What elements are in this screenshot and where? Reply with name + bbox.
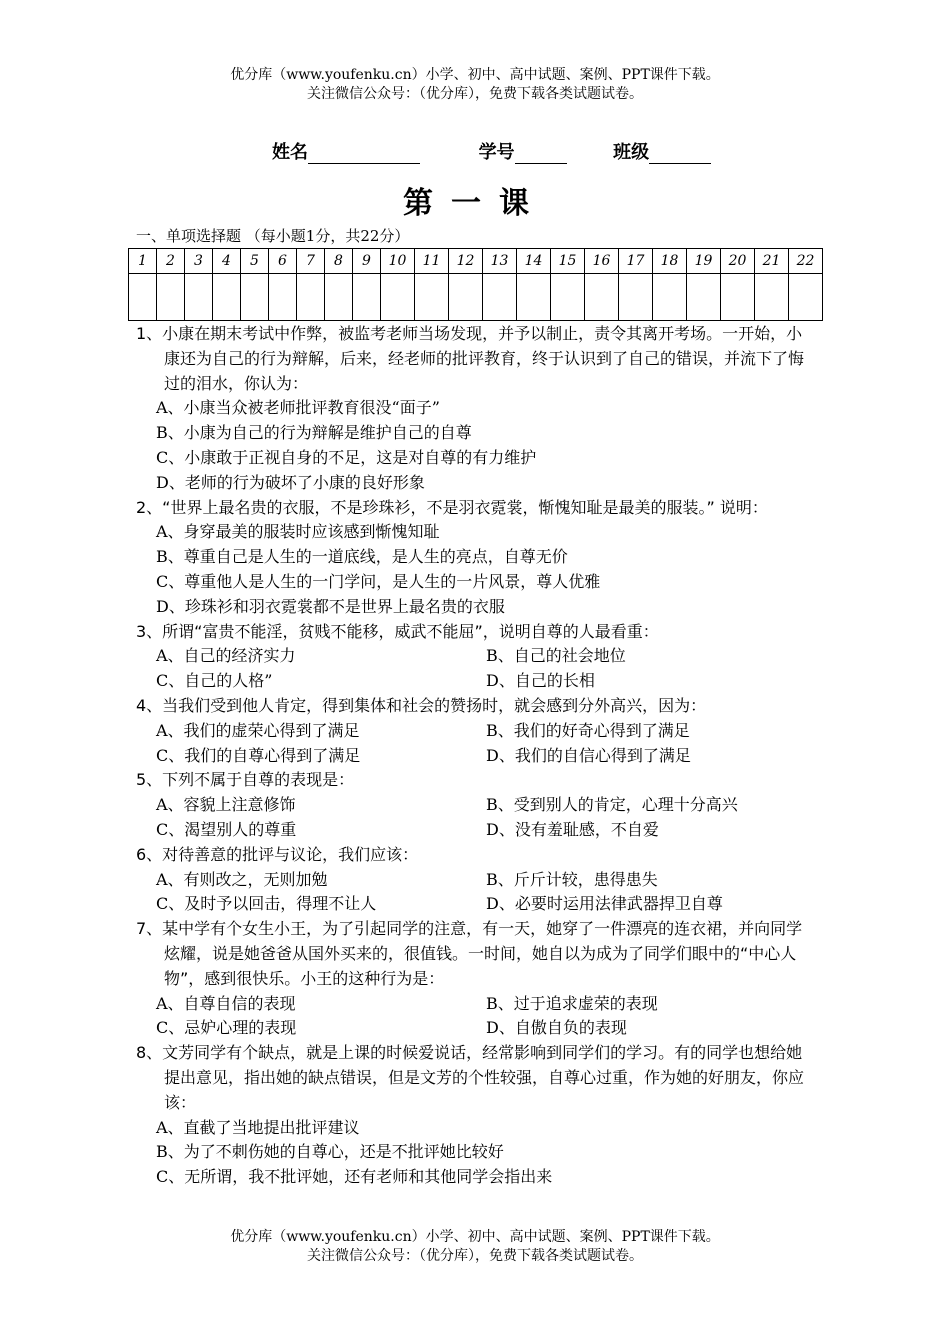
answer-cell[interactable] [755,274,789,321]
answer-cell[interactable] [619,274,653,321]
page-header [0,66,950,104]
class-label: 班级 [613,142,650,163]
option-row [136,992,816,1017]
question-stem: 6、对待善意的批评与议论，我们应该： [136,844,419,864]
answer-number: 1 [129,249,157,274]
option: D、没有羞耻感，不自爱 [486,819,659,839]
answer-cell[interactable] [449,274,483,321]
answer-number: 10 [381,249,415,274]
answer-cell[interactable] [585,274,619,321]
option: C、自己的人格” [156,671,273,691]
name-blank[interactable] [308,143,420,164]
answer-cell[interactable] [325,274,353,321]
answer-number: 14 [517,249,551,274]
answer-cell[interactable] [721,274,755,321]
answer-cell[interactable] [297,274,325,321]
answer-number: 20 [721,249,755,274]
option: B、尊重自己是人生的一道底线，是人生的亮点，自尊无价 [156,547,568,567]
option: C、及时予以回击，得理不让人 [156,894,377,914]
answer-number: 13 [483,249,517,274]
answer-cell[interactable] [415,274,449,321]
option-row [136,744,816,769]
answer-number: 22 [789,249,823,274]
answer-cell[interactable] [269,274,297,321]
option: B、为了不刺伤她的自尊心，还是不批评她比较好 [156,1142,504,1162]
answer-cell[interactable] [789,274,823,321]
student-info-line [272,138,711,164]
answer-cell[interactable] [241,274,269,321]
answer-number: 16 [585,249,619,274]
option: C、无所谓，我不批评她，还有老师和其他同学会指出来 [156,1167,553,1187]
option: B、小康为自己的行为辩解是维护自己的自尊 [156,423,472,443]
answer-cell[interactable] [157,274,185,321]
answer-number: 12 [449,249,483,274]
answer-number: 2 [157,249,185,274]
answer-cell[interactable] [687,274,721,321]
question-stem: 7、某中学有个女生小王，为了引起同学的注意，有一天，她穿了一件漂亮的连衣裙，并向同学炫耀，说是她爸爸从国外买来的，很值钱。一时间，她自以为成为了同学们眼中的“中心人物”，感到很快乐。小王的这种行为是： [136,919,803,988]
answer-number-row [129,249,823,274]
question-stem: 8、文芳同学有个缺点，就是上课的时候爱说话，经常影响到同学们的学习。有的同学也想给她提出意见，指出她的缺点错误，但是文芳的个性较强，自尊心过重，作为她的好朋友，你应该： [136,1043,805,1112]
option: D、我们的自信心得到了满足 [486,745,691,765]
question-stem: 3、所谓“富贵不能淫，贫贱不能移，威武不能屈”，说明自尊的人最看重： [136,621,659,641]
name-label: 姓名 [272,142,308,163]
option: D、自己的长相 [486,671,595,691]
section-heading: 一、单项选择题 （每小题1分，共22分） [136,227,410,245]
option: D、老师的行为破坏了小康的良好形象 [156,472,425,492]
option-row [136,793,816,818]
answer-number: 17 [619,249,653,274]
page-footer [0,1228,950,1266]
header-line-2: 关注微信公众号：（优分库），免费下载各类试题试卷。 [307,86,643,102]
answer-blank-row [129,274,823,321]
option: C、忌妒心理的表现 [156,1018,297,1038]
option: C、小康敢于正视自身的不足，这是对自尊的有力维护 [156,447,537,467]
option: B、我们的好奇心得到了满足 [486,720,690,740]
footer-line-2: 关注微信公众号：（优分库），免费下载各类试题试卷。 [307,1248,643,1264]
answer-number: 21 [755,249,789,274]
option-row [136,1016,816,1041]
option-row [136,868,816,893]
option: A、直截了当地提出批评建议 [156,1117,360,1137]
answer-number: 3 [185,249,213,274]
option: B、受到别人的肯定，心理十分高兴 [486,795,738,815]
option: A、自己的经济实力 [156,646,296,666]
option: B、过于追求虚荣的表现 [486,993,658,1013]
answer-cell[interactable] [551,274,585,321]
answer-number: 11 [415,249,449,274]
option: D、自傲自负的表现 [486,1018,627,1038]
footer-line-1: 优分库（www.youfenku.cn）小学、初中、高中试题、案例、PPT课件下载。 [230,1229,720,1245]
question-stem: 5、下列不属于自尊的表现是： [136,770,355,790]
option: A、有则改之，无则加勉 [156,869,328,889]
answer-number: 18 [653,249,687,274]
option: D、必要时运用法律武器捍卫自尊 [486,894,723,914]
answer-grid [128,248,823,321]
option: C、我们的自尊心得到了满足 [156,745,361,765]
answer-number: 7 [297,249,325,274]
option-row [136,669,816,694]
question-stem: 2、“世界上最名贵的衣服，不是珍珠衫，不是羽衣霓裳，惭愧知耻是最美的服装。” 说明： [136,497,768,517]
option: A、容貌上注意修饰 [156,795,296,815]
option: C、尊重他人是人生的一门学问，是人生的一片风景，尊人优雅 [156,571,601,591]
option-row [136,892,816,917]
option-row [136,644,816,669]
answer-cell[interactable] [653,274,687,321]
answer-cell[interactable] [483,274,517,321]
answer-cell[interactable] [129,274,157,321]
option-row [136,719,816,744]
question-stem: 1、小康在期末考试中作弊，被监考老师当场发现，并予以制止，责令其离开考场。一开始，小康还为自己的行为辩解，后来，经老师的批评教育，终于认识到了自己的错误，并流下了悔过的泪水，你认为： [136,324,805,393]
answer-number: 15 [551,249,585,274]
question-list [136,322,816,1190]
answer-number: 9 [353,249,381,274]
id-label: 学号 [478,142,515,163]
class-blank[interactable] [649,143,711,164]
answer-cell[interactable] [353,274,381,321]
answer-number: 6 [269,249,297,274]
answer-cell[interactable] [213,274,241,321]
header-line-1: 优分库（www.youfenku.cn）小学、初中、高中试题、案例、PPT课件下载。 [230,67,720,83]
id-blank[interactable] [515,143,567,164]
question-stem: 4、当我们受到他人肯定，得到集体和社会的赞扬时，就会感到分外高兴，因为： [136,695,707,715]
answer-number: 8 [325,249,353,274]
answer-cell[interactable] [381,274,415,321]
option: B、斤斤计较，患得患失 [486,869,658,889]
option-row [136,818,816,843]
option: A、身穿最美的服装时应该感到惭愧知耻 [156,522,440,542]
answer-number: 19 [687,249,721,274]
answer-cell[interactable] [185,274,213,321]
option: C、渴望别人的尊重 [156,819,297,839]
option: A、小康当众被老师批评教育很没“面子” [156,398,440,418]
answer-cell[interactable] [517,274,551,321]
answer-number: 4 [213,249,241,274]
option: B、自己的社会地位 [486,646,626,666]
page-title: 第一课 [403,186,547,221]
option: A、我们的虚荣心得到了满足 [156,720,360,740]
option: D、珍珠衫和羽衣霓裳都不是世界上最名贵的衣服 [156,596,505,616]
answer-number: 5 [241,249,269,274]
option: A、自尊自信的表现 [156,993,296,1013]
